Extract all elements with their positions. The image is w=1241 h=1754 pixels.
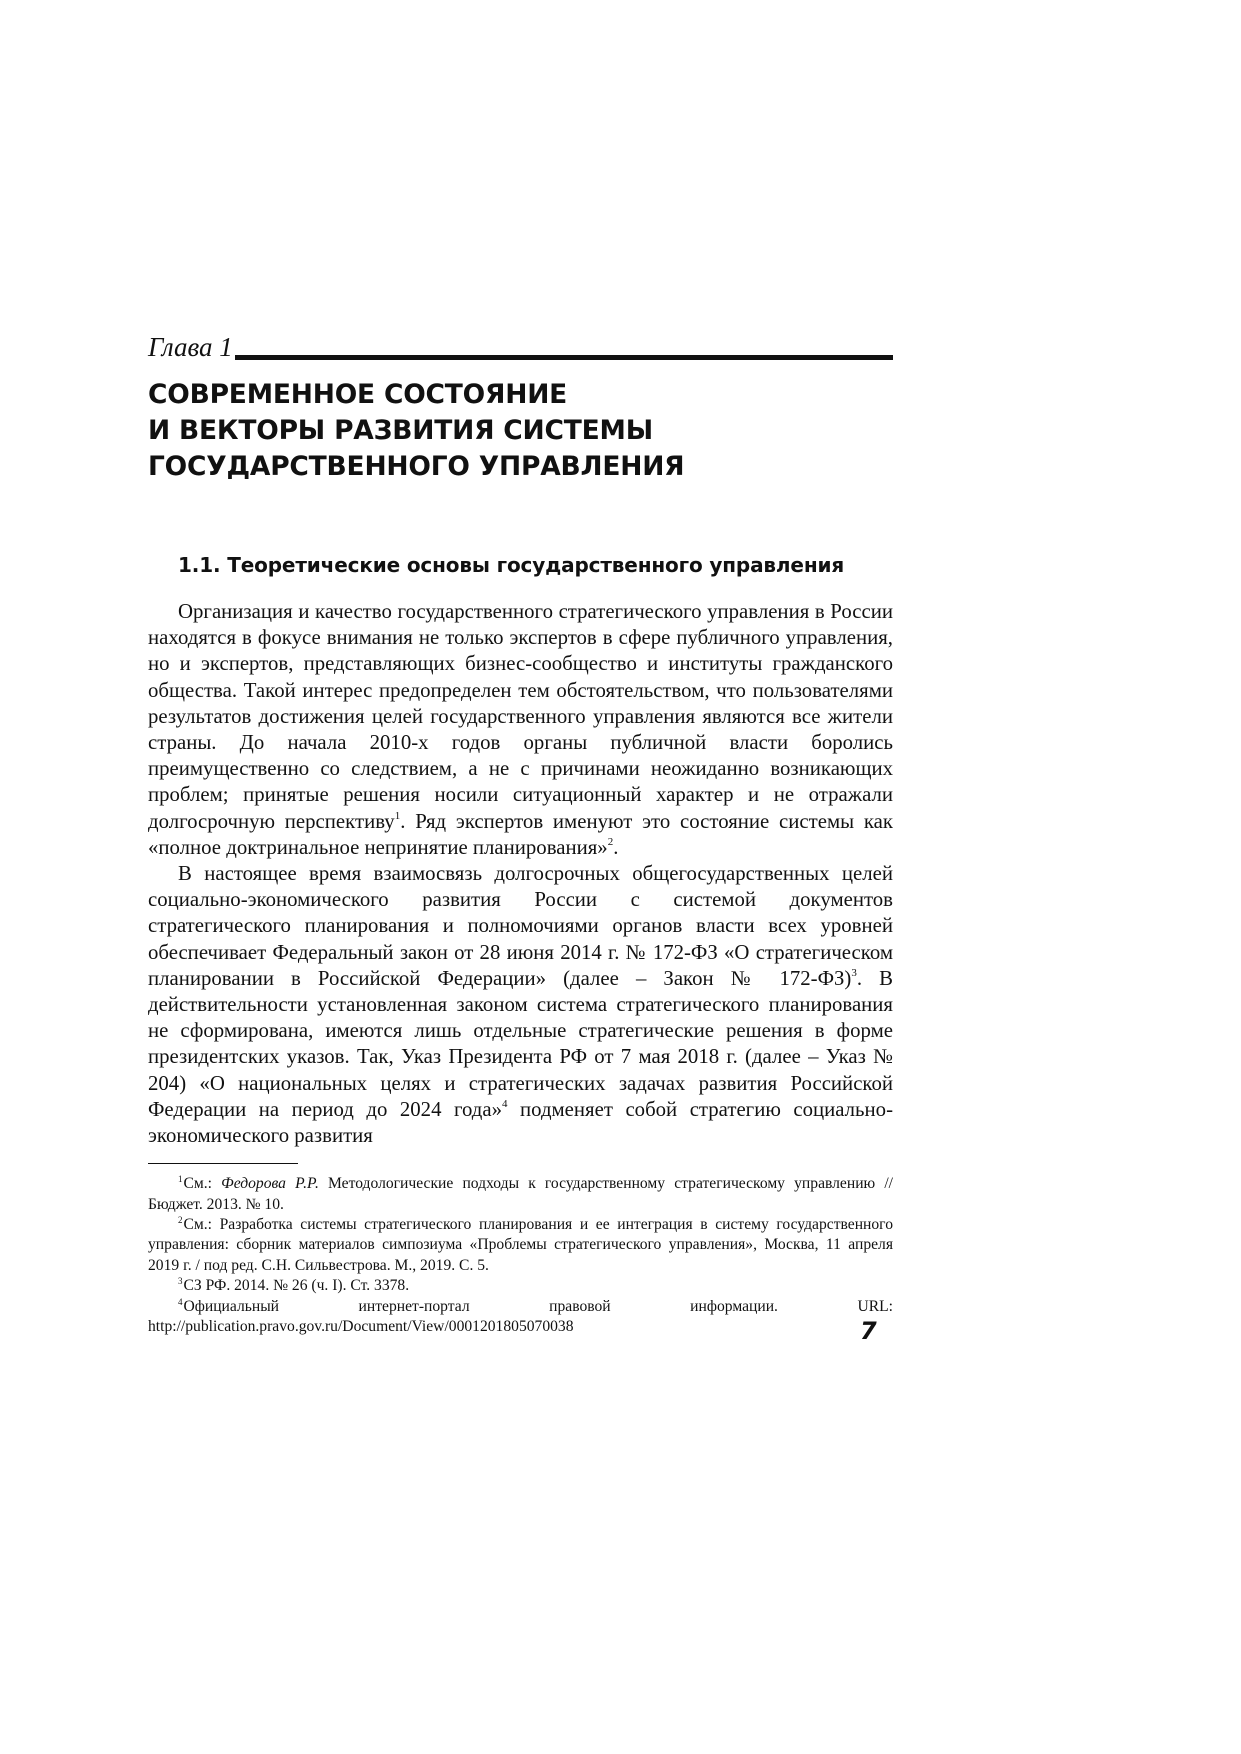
footnote-ref: 4 [502,1097,508,1110]
chapter-title-line: СОВРЕМЕННОЕ СОСТОЯНИЕ [148,379,568,410]
footnote-ref: 1 [394,809,401,822]
paragraph [148,861,893,1149]
chapter-header [148,325,893,361]
footnote-number: 1 [178,1174,183,1185]
footnote [148,1276,893,1296]
footnote-number: 4 [178,1296,183,1307]
paragraph-text: . Ряд экспертов именуют это состояние системы как «полное доктринальное непринятие планирования» [148,809,893,859]
footnote-divider [148,1163,298,1164]
footnote [148,1297,893,1338]
footnote-text: Официальный интернет-портал правовой информации. URL: http://publication.pravo.gov.ru/Document/View/0001201805070038 [148,1297,893,1336]
chapter-title-line: ГОСУДАРСТВЕННОГО УПРАВЛЕНИЯ [148,451,685,482]
chapter-label: Глава 1 [148,332,233,362]
footnote-ref: 3 [851,966,857,979]
footnote-ref: 2 [607,835,614,848]
footnote-text: СЗ РФ. 2014. № 26 (ч. I). Ст. 3378. [183,1277,410,1295]
section-title: 1.1. Теоретические основы государственного управления [178,553,845,577]
footnote-text: См.: Разработка системы стратегического планирования и ее интеграция в систему государственного управления: сборник материалов симпозиума «Проблемы стратегического управления», Москва, 11 апреля 2019 г. / под ред. С.Н. Сильвестрова. М., 2019. С. 5. [148,1216,893,1274]
footnotes [148,1174,893,1337]
body-text [148,599,893,1149]
footnote-number: 3 [178,1276,183,1287]
footnote-author: Федорова Р.Р. [221,1175,319,1193]
footnote-text: Методологические подходы к государственному стратегическому управлению // Бюджет. 2013. № 10. [148,1175,894,1213]
paragraph-text: . [613,835,619,859]
paragraph-text: Организация и качество государственного стратегического управления в России находятся в фокусе внимания не только экспертов в сфере публичного управления, но и экспертов, представляющих бизнес-сообщество и институты гражданского общества. Такой интерес предопределен тем обстоятельством, что пользователями результатов достижения целей государственного управления являются все жители страны. До начала 2010-х годов органы публичной власти боролись преимущественно со следствием, а не с причинами неожиданно возникающих проблем; принятые решения носили ситуационный характер и не отражали долгосрочную перспективу [148,600,893,833]
paragraph-text: . В действительности установленная законом система стратегического планирования не сформирована, имеются лишь отдельные стратегические решения в форме президентских указов. Так, Указ Президента РФ от 7 мая 2018 г. (далее – Указ № 204) «О национальных целях и стратегических задачах развития Российской Федерации на период до 2024 года» [148,966,893,1121]
page-number: 7 [860,1317,877,1345]
footnote [148,1174,893,1215]
paragraph-text: подменяет собой стратегию социально-экономического развития [148,1097,893,1148]
paragraph-text: В настоящее время взаимосвязь долгосрочных общегосударственных целей социально-экономического развития России с системой документов стратегического планирования и полномочиями органов власти всех уровней обеспечивает Федеральный закон от 28 июня 2014 г. № 172-ФЗ «О стратегическом планировании в Российской Федерации» (далее – Закон № 172-ФЗ) [148,862,893,990]
chapter-rule [235,355,893,360]
footnote-prefix: См.: [183,1175,222,1193]
chapter-title-line: И ВЕКТОРЫ РАЗВИТИЯ СИСТЕМЫ [148,415,653,446]
footnote-number: 2 [178,1215,183,1226]
paragraph [148,599,893,861]
page-content [148,325,893,1338]
chapter-title [148,377,893,485]
footnote [148,1215,893,1276]
